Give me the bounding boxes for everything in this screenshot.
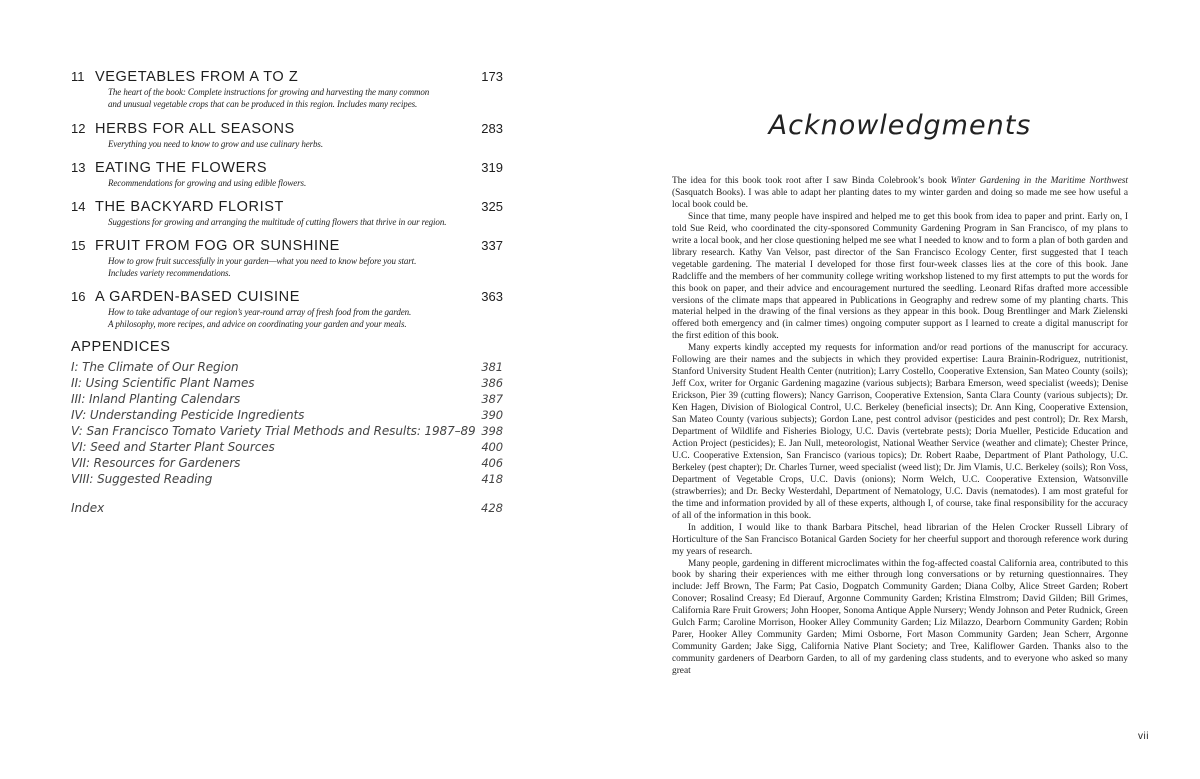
- chapter-number: 16: [71, 289, 86, 304]
- chapter-description-line: The heart of the book: Complete instructions for growing and harvesting the many common: [108, 87, 430, 97]
- appendix-entry[interactable]: [71, 359, 503, 375]
- chapter-description: [108, 86, 503, 110]
- chapter-description-line: Recommendations for growing and using edible flowers.: [108, 178, 307, 188]
- chapter-description: [108, 255, 503, 279]
- toc-chapter-14[interactable]: [71, 198, 503, 228]
- chapter-page-number: 337: [481, 238, 503, 253]
- appendix-title: VII: Resources for Gardeners: [71, 456, 241, 470]
- chapter-title: EATING THE FLOWERS: [95, 160, 268, 176]
- acknowledgments-paragraph: Many people, gardening in different microclimates within the fog-affected coastal California area, contributed to this book by sharing their experiences with me either through long conversations or by returning questionnaires. They include: Jeff Brown, The Farm; Pat Casio, Dogpatch Community Garden; Diana Colby, Alice Street Garden; Robert Conover; Rosalind Creasy; Ed Dierauf, Argonne Community Garden; Kristina Elmstrom; David Gilden; Bill Grimes, California Rare Fruit Growers; John Hooper, Sonoma Antique Apple Nursery; Wendy Johnson and Peter Rudnick, Green Gulch Farm; Caroline Morrison, Hooker Alley Community Garden; Liz Milazzo, Dearborn Community Garden; Robin Parer, Hooker Alley Community Garden; Mimi Osborne, Fort Mason Community Garden; Jean Scherr, Argonne Community Garden; Jake Sigg, California Native Plant Society; and Tree, Kaliflower Garden. Thanks also to the community gardeners of Dearborn Garden, to all of my gardening class students, and to everyone who asked so many great: [672, 558, 1128, 677]
- appendix-page-number: 418: [481, 472, 503, 486]
- paragraph-text: The idea for this book took root after I saw Binda Colebrook’s book: [672, 176, 951, 186]
- acknowledgments-paragraph: In addition, I would like to thank Barbara Pitschel, head librarian of the Helen Crocker Russell Library of Horticulture of the San Francisco Botanical Garden Society for her cheerful support and thorough reference work during my years of research.: [672, 522, 1128, 557]
- chapter-page-number: 173: [481, 69, 503, 84]
- chapter-number: 13: [71, 160, 86, 175]
- chapter-number: 15: [71, 238, 86, 253]
- appendix-entry[interactable]: [71, 455, 503, 471]
- appendix-title: V: San Francisco Tomato Variety Trial Methods and Results: 1987–89: [71, 424, 476, 438]
- index-title: Index: [71, 501, 105, 515]
- acknowledgments-heading: Acknowledgments: [768, 110, 1032, 141]
- appendix-entry[interactable]: [71, 439, 503, 455]
- chapter-number: 11: [71, 69, 85, 84]
- chapter-title: FRUIT FROM FOG OR SUNSHINE: [95, 238, 340, 254]
- chapter-description: [108, 306, 503, 330]
- appendix-entry[interactable]: [71, 423, 503, 439]
- chapter-description: [108, 216, 503, 228]
- appendix-title: IV: Understanding Pesticide Ingredients: [71, 408, 305, 422]
- acknowledgments-paragraph: Many experts kindly accepted my requests for information and/or read portions of the manuscript for accuracy. Following are their names and the subjects in which they provided expertise: Laura Brainin-Rodriguez, nutritionist, Stanford University Student Health Center (nutrition); Larry Costello, Cooperative Extension, San Mateo County (soils); Jeff Cox, writer for Organic Gardening magazine (various subjects); Barbara Emerson, weed specialist (weeds); Denise Erickson, Pier 39 (cutting flowers); Nancy Garrison, Cooperative Extension, Santa Clara County (various subjects); Dr. Ken Hagen, Division of Biological Control, U.C. Berkeley (beneficial insects); Dr. Ann King, Cooperative Extension, San Mateo County (various subjects); Gordon Lane, pest control advisor (pesticides and pest control); Dr. Rex Marsh, Department of Wildlife and Fisheries Biology, U.C. Davis (vertebrate pests); Doria Mueller, Pesticide Education and Action Project (pesticides); E. Jan Null, meteorologist, National Weather Service (weather and climate); Chester Prince, U.C. Cooperative Extension, San Francisco (various topics); Dr. Robert Raabe, Department of Plant Pathology, U.C. Berkeley (pest chapter); Dr. Charles Turner, weed specialist (weed list); Dr. Jim Vlamis, U.C. Berkeley (soils); Ron Voss, Department of Vegetable Crops, U.C. Davis (onions); Norm Welch, U.C. Cooperative Extension, Watsonville (strawberries); and Dr. Becky Westerdahl, Department of Nematology, U.C. Davis (nematodes). I am most grateful for the time and information provided by all of these experts, although I, of course, take final responsibility for the accuracy of all of the information in this book.: [672, 343, 1128, 521]
- toc-chapter-11[interactable]: [71, 68, 503, 110]
- book-title: Winter Gardening in the Maritime Northwest: [950, 176, 1128, 186]
- appendices-list: [71, 359, 503, 487]
- appendix-page-number: 390: [481, 408, 503, 422]
- chapter-description-line: Everything you need to know to grow and use culinary herbs.: [108, 139, 323, 149]
- appendix-entry[interactable]: [71, 407, 503, 423]
- appendix-page-number: 386: [481, 376, 503, 390]
- chapter-title: A GARDEN-BASED CUISINE: [95, 289, 300, 305]
- chapter-description-line: How to take advantage of our region’s year-round array of fresh food from the garden.: [108, 307, 412, 317]
- appendix-title: VIII: Suggested Reading: [71, 472, 213, 486]
- toc-chapter-16[interactable]: [71, 288, 503, 330]
- chapter-number: 14: [71, 199, 86, 214]
- paragraph-text: (Sasquatch Books). I was able to adapt her planting dates to my winter garden and doing so made me see how useful a local book could be.: [672, 187, 1128, 210]
- appendix-page-number: 400: [481, 440, 503, 454]
- chapter-description: [108, 138, 503, 150]
- appendix-entry[interactable]: [71, 471, 503, 487]
- appendix-page-number: 387: [481, 392, 503, 406]
- acknowledgments-paragraph: [672, 176, 1128, 212]
- appendix-page-number: 398: [481, 424, 503, 438]
- appendix-entry[interactable]: [71, 391, 503, 407]
- index-page-number: 428: [481, 501, 503, 515]
- chapter-page-number: 319: [481, 160, 503, 175]
- chapter-title: HERBS FOR ALL SEASONS: [95, 121, 295, 137]
- chapter-page-number: 325: [481, 199, 503, 214]
- page-number: vii: [1138, 731, 1149, 742]
- chapter-title: VEGETABLES FROM A TO Z: [95, 69, 299, 85]
- toc-chapter-12[interactable]: [71, 120, 503, 150]
- chapter-description-line: A philosophy, more recipes, and advice on coordinating your garden and your meals.: [108, 319, 407, 329]
- appendix-title: III: Inland Planting Calendars: [71, 392, 241, 406]
- acknowledgments-body: [672, 176, 1128, 678]
- acknowledgments-paragraph: Since that time, many people have inspired and helped me to get this book from idea to paper and print. Early on, I told Sue Reid, who coordinated the city-sponsored Community Gardening Program in San Francisco, of my plans to write a local book, and her close questioning helped me see what I needed to know and to form a plan of both garden and library research. Kathy Van Velsor, past director of the San Francisco Ecology Center, first suggested that I teach vegetable gardening. The material I developed for those first four-week classes lies at the core of this book. Jane Radcliffe and the members of her community college writing workshop listened to my first attempts to put the words for this book on paper, and their advice and encouragement nurtured the seedling. Leonard Rifas drafted more accessible versions of the climate maps that appeared in Publications in Geography and redrew some of my planting charts. This material helped in the drawing of the final versions as they appear in this book. Doug Brentlinger and Mark Zielenski offered both emergency and (in calmer times) ongoing computer support as I learned to create a digital manuscript for the first edition of this book.: [672, 211, 1128, 342]
- index-entry[interactable]: [71, 500, 503, 516]
- appendix-title: II: Using Scientific Plant Names: [71, 376, 255, 390]
- appendix-page-number: 406: [481, 456, 503, 470]
- chapter-description: [108, 177, 503, 189]
- appendix-page-number: 381: [481, 360, 503, 374]
- toc-chapter-13[interactable]: [71, 159, 503, 189]
- appendix-title: VI: Seed and Starter Plant Sources: [71, 440, 275, 454]
- chapter-page-number: 283: [481, 121, 503, 136]
- appendix-title: I: The Climate of Our Region: [71, 360, 239, 374]
- appendix-entry[interactable]: [71, 375, 503, 391]
- chapter-title: THE BACKYARD FLORIST: [95, 199, 284, 215]
- chapter-description-line: and unusual vegetable crops that can be produced in this region. Includes many recipes.: [108, 99, 418, 109]
- chapter-page-number: 363: [481, 289, 503, 304]
- appendices-heading: APPENDICES: [71, 339, 171, 355]
- chapter-description-line: Includes variety recommendations.: [108, 268, 231, 278]
- chapter-number: 12: [71, 121, 86, 136]
- toc-chapter-15[interactable]: [71, 237, 503, 279]
- chapter-description-line: How to grow fruit successfully in your garden—what you need to know before you start.: [108, 256, 417, 266]
- chapter-description-line: Suggestions for growing and arranging the multitude of cutting flowers that thrive in our region.: [108, 217, 447, 227]
